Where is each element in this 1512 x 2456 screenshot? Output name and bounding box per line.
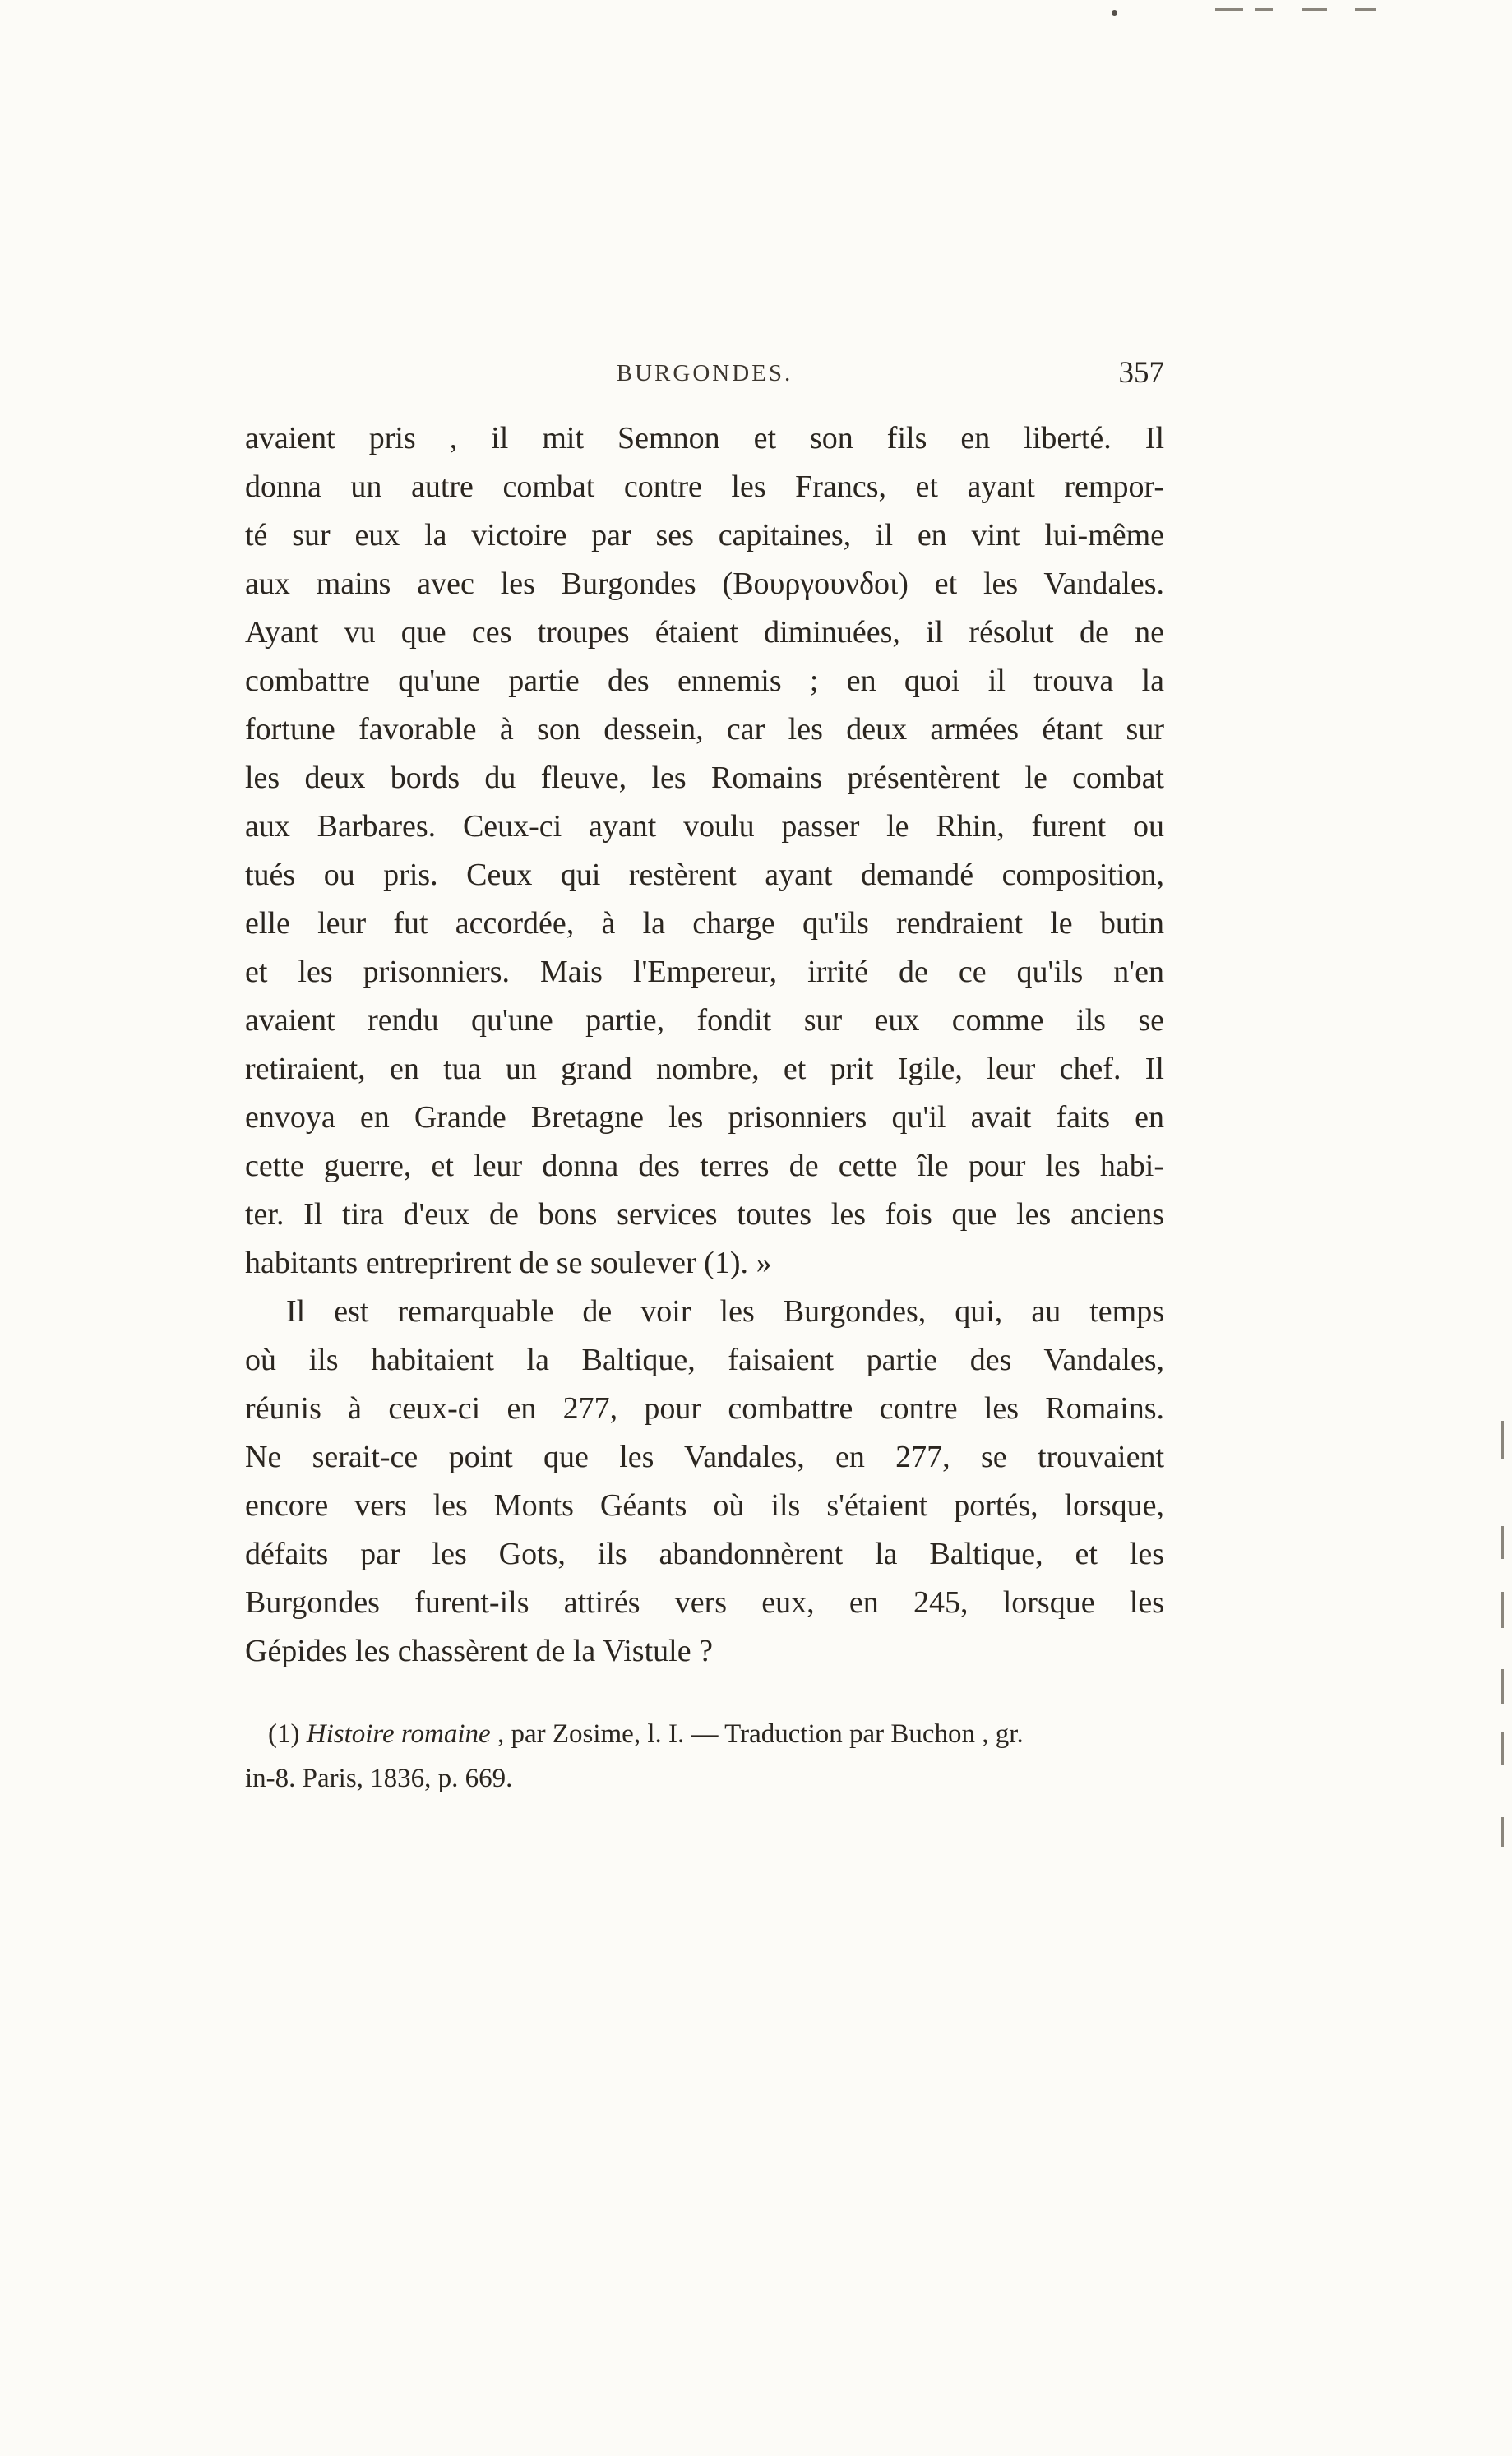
text-line: donna un autre combat contre les Francs, et ayant rempor- [245, 469, 1164, 504]
text-block [245, 356, 1164, 1676]
text-line: Burgondes furent-ils attirés vers eux, en 245, lorsque les [245, 1585, 1164, 1620]
text-line: retiraient, en tua un grand nombre, et prit Igile, leur chef. Il [245, 1052, 1164, 1086]
footnote [245, 1712, 1164, 1801]
page-number: 357 [1118, 356, 1164, 390]
margin-mark [1501, 1592, 1504, 1628]
text-line: et les prisonniers. Mais l'Empereur, irrité de ce qu'ils n'en [245, 955, 1164, 989]
margin-mark [1501, 1732, 1504, 1765]
scan-mark [1302, 8, 1327, 11]
work-title: Histoire romaine [306, 1719, 491, 1749]
text-line: aux Barbares. Ceux-ci ayant voulu passer le Rhin, furent ou [245, 809, 1164, 844]
footnote-label: (1) [268, 1719, 307, 1749]
text-line: cette guerre, et leur donna des terres de cette île pour les habi- [245, 1149, 1164, 1183]
text-line: elle leur fut accordée, à la charge qu'ils rendraient le butin [245, 906, 1164, 941]
text-line: avaient rendu qu'une partie, fondit sur eux comme ils se [245, 1003, 1164, 1038]
margin-mark [1501, 1526, 1504, 1559]
scan-speck [1112, 10, 1117, 16]
text-line: fortune favorable à son dessein, car les deux armées étant sur [245, 712, 1164, 747]
text-line: défaits par les Gots, ils abandonnèrent la Baltique, et les [245, 1537, 1164, 1571]
scan-mark [1255, 8, 1273, 11]
text-line: réunis à ceux-ci en 277, pour combattre contre les Romains. [245, 1391, 1164, 1426]
text-line: tués ou pris. Ceux qui restèrent ayant demandé composition, [245, 858, 1164, 892]
scan-mark [1355, 8, 1376, 11]
text-line: ter. Il tira d'eux de bons services toutes les fois que les anciens [245, 1197, 1164, 1232]
margin-mark [1501, 1817, 1504, 1847]
text-line: habitants entreprirent de se soulever (1). » [245, 1246, 772, 1280]
text-line: envoya en Grande Bretagne les prisonniers qu'il avait faits en [245, 1100, 1164, 1135]
text-line: combattre qu'une partie des ennemis ; en quoi il trouva la [245, 664, 1164, 698]
text-line: encore vers les Monts Géants où ils s'étaient portés, lorsque, [245, 1488, 1164, 1523]
text-line: Ayant vu que ces troupes étaient diminuées, il résolut de ne [245, 615, 1164, 650]
text-line: avaient pris , il mit Semnon et son fils en liberté. Il [245, 421, 1164, 456]
footnote-line-2: in-8. Paris, 1836, p. 669. [245, 1764, 513, 1793]
scan-mark [1215, 8, 1243, 11]
paragraph-1 [245, 414, 1164, 1288]
margin-mark [1501, 1421, 1504, 1459]
running-title: BURGONDES. [616, 360, 793, 386]
running-header [245, 356, 1164, 403]
text-line: aux mains avec les Burgondes (Βουργουνδοι) et les Vandales. [245, 567, 1164, 601]
paragraph-2 [245, 1288, 1164, 1676]
margin-mark [1501, 1669, 1504, 1704]
text-line: Ne serait-ce point que les Vandales, en 277, se trouvaient [245, 1440, 1164, 1474]
text-line: Gépides les chassèrent de la Vistule ? [245, 1634, 713, 1668]
text-line: té sur eux la victoire par ses capitaines, il en vint lui-même [245, 518, 1164, 553]
text-line: les deux bords du fleuve, les Romains présentèrent le combat [245, 761, 1164, 795]
text-line: où ils habitaient la Baltique, faisaient partie des Vandales, [245, 1343, 1164, 1377]
footnote-citation: , par Zosime, l. I. — Traduction par Buchon , gr. [490, 1719, 1024, 1749]
footnote-line-1 [245, 1712, 1164, 1756]
text-line: Il est remarquable de voir les Burgondes, qui, au temps [286, 1294, 1164, 1329]
